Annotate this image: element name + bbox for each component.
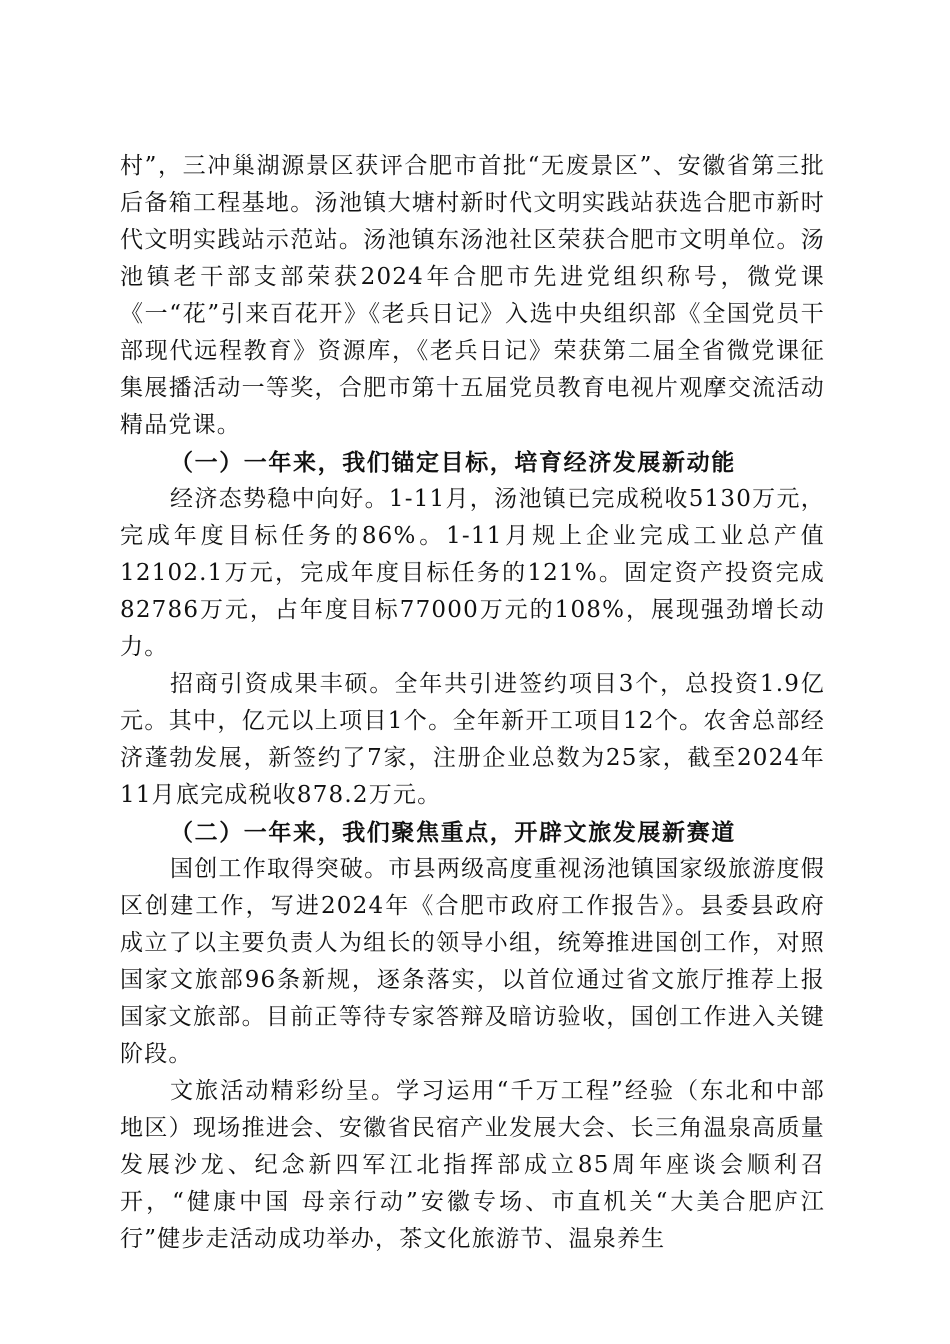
section-heading-2: （二）一年来，我们聚焦重点，开辟文旅发展新赛道	[170, 819, 736, 846]
paragraph-investment: 招商引资成果丰硕。全年共引进签约项目3个，总投资1.9亿元。其中，亿元以上项目1个。全年新开工项目12个。农舍总部经济蓬勃发展，新签约了7家，注册企业总数为25家，截至2024年11月底完成税收878.2万元。	[120, 671, 825, 808]
paragraph-tourism-events: 文旅活动精彩纷呈。学习运用“千万工程”经验（东北和中部地区）现场推进会、安徽省民宿产业发展大会、长三角温泉高质量发展沙龙、纪念新四军江北指挥部成立85周年座谈会顺利召开，“健康中国 母亲行动”安徽专场、市直机关“大美合肥庐江行”健步走活动成功举办，茶文化旅游节、温泉养生	[120, 1078, 825, 1252]
paragraph-economy: 经济态势稳中向好。1-11月，汤池镇已完成税收5130万元，完成年度目标任务的86%。1-11月规上企业完成工业总产值12102.1万元，完成年度目标任务的121%。固定资产投资完成82786万元，占年度目标77000万元的108%，展现强劲增长动力。	[120, 486, 825, 660]
paragraph-continuation: 村”，三冲巢湖源景区获评合肥市首批“无废景区”、安徽省第三批后备箱工程基地。汤池镇大塘村新时代文明实践站获选合肥市新时代文明实践站示范站。汤池镇东汤池社区荣获合肥市文明单位。汤池镇老干部支部荣获2024年合肥市先进党组织称号，微党课《一“花”引来百花开》《老兵日记》入选中央组织部《全国党员干部现代远程教育》资源库，《老兵日记》荣获第二届全省微党课征集展播活动一等奖，合肥市第十五届党员教育电视片观摩交流活动精品党课。	[120, 153, 825, 438]
document-body	[120, 148, 825, 1258]
section-heading-1: （一）一年来，我们锚定目标，培育经济发展新动能	[170, 449, 736, 476]
paragraph-national-resort: 国创工作取得突破。市县两级高度重视汤池镇国家级旅游度假区创建工作，写进2024年《合肥市政府工作报告》。县委县政府成立了以主要负责人为组长的领导小组，统筹推进国创工作，对照国家文旅部96条新规，逐条落实，以首位通过省文旅厅推荐上报国家文旅部。目前正等待专家答辩及暗访验收，国创工作进入关键阶段。	[120, 856, 825, 1067]
